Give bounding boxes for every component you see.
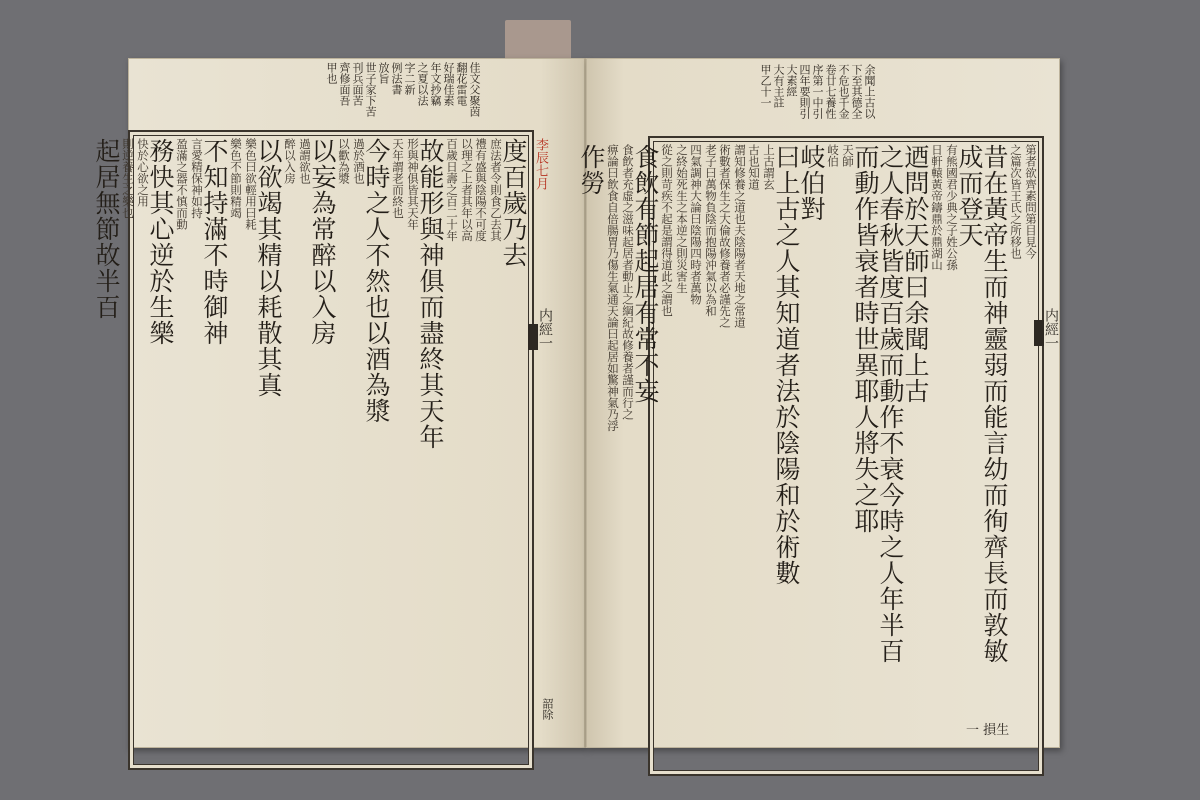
text-column: 成而登天 xyxy=(955,144,984,248)
text-column: 不知持滿不時御神 xyxy=(200,138,229,346)
commentary-column-pair xyxy=(443,138,472,762)
marginal-note: 佳文父聚茵 xyxy=(468,62,481,117)
marginal-note: 年文抄竊 xyxy=(429,62,442,106)
commentary-line: 百歲日壽之百二十年 xyxy=(445,138,459,242)
right-folio-bottom: 一 損生 xyxy=(966,723,1010,738)
commentary-line: 以歡為漿 xyxy=(337,138,351,184)
commentary-line: 以理之上者其年以高 xyxy=(460,138,474,242)
text-column: 起居無節故半百 xyxy=(92,138,121,320)
commentary-column-pair xyxy=(227,138,256,762)
left-page xyxy=(92,58,586,748)
marginal-note: 刊兵面苦 xyxy=(351,62,364,106)
text-column: 昔在黃帝生而神靈弱而能言幼而徇齊長而敦敏 xyxy=(980,144,1009,664)
text-column: 作勞 xyxy=(577,144,606,196)
right-page xyxy=(577,58,1060,748)
commentary-line: 庶法者令則食乙去其 xyxy=(489,138,503,242)
commentary-line: 食飲者充虛之滋味起居者動止之綱紀故修養者謹而行之 xyxy=(621,144,635,420)
commentary-column-pair xyxy=(928,144,957,768)
commentary-column-pair xyxy=(389,138,418,762)
commentary-line: 有熊國君少典之子姓公孫 xyxy=(945,144,959,271)
marginal-note: 好瑞佳素 xyxy=(442,62,455,106)
commentary-line: 日軒轅黃帝鑄鼎於鼎湖山 xyxy=(930,144,944,271)
commentary-column-pair xyxy=(687,144,716,768)
commentary-line: 天師 xyxy=(841,144,855,167)
commentary-column-pair xyxy=(745,144,774,768)
commentary-line: 禮有盛與陰陽不可度 xyxy=(474,138,488,242)
text-column: 以妄為常醉以入房 xyxy=(308,138,337,346)
commentary-line: 言愛精保神如持 xyxy=(190,138,204,219)
text-column: 曰上古之人其知道者法於陰陽和於術數 xyxy=(772,144,801,586)
commentary-line: 醉以入房 xyxy=(283,138,297,184)
commentary-line: 痹論曰飲食自倍腸胃乃傷生氣通天論曰起居如驚神氣乃浮 xyxy=(606,144,620,432)
marginal-note: 之夏以法 xyxy=(416,62,429,106)
commentary-line: 四氣調神大論曰陰陽四時者萬物 xyxy=(689,144,703,305)
commentary-column-pair xyxy=(281,138,310,762)
text-column: 岐伯對 xyxy=(797,144,826,222)
marginal-note: 翻花雷電 xyxy=(455,62,468,106)
marginal-note: 例法書 xyxy=(390,62,403,95)
commentary-line: 形與神俱皆其天年 xyxy=(406,138,420,230)
commentary-line: 則逆養生之樂也 xyxy=(121,138,135,219)
commentary-column-pair xyxy=(472,138,501,762)
commentary-column-pair xyxy=(1007,144,1036,768)
commentary-line: 古也知道 xyxy=(747,144,761,190)
right-folio-title: 内經一 xyxy=(1043,308,1059,350)
text-column: 務快其心逆於生樂 xyxy=(146,138,175,346)
commentary-line: 第者欲齊素問第目見今 xyxy=(1024,144,1038,259)
commentary-line: 老子曰萬物負陰而抱陽沖氣以為和 xyxy=(704,144,718,317)
commentary-line: 快於心欲之用 xyxy=(136,138,150,207)
left-folio-title: 内經一 xyxy=(537,308,553,350)
text-column: 以欲竭其精以耗散其真 xyxy=(254,138,283,398)
marginal-note: 大有主註 xyxy=(772,64,785,108)
commentary-line: 上古謂玄 xyxy=(762,144,776,190)
commentary-line: 過於酒也 xyxy=(352,138,366,184)
marginal-note: 放旨 xyxy=(377,62,390,84)
commentary-column-pair xyxy=(824,144,853,768)
left-marginal-notes xyxy=(326,62,480,117)
commentary-line: 盈滿之器不慎而動 xyxy=(175,138,189,230)
marginal-note: 大素經 xyxy=(785,64,798,97)
text-column: 今時之人不然也以酒為漿 xyxy=(362,138,391,424)
left-text-columns xyxy=(92,138,528,762)
marginal-note: 四年要則引 xyxy=(798,64,811,119)
commentary-line: 從之則苛疾不起是謂得道此之謂也 xyxy=(660,144,674,317)
text-column: 食飲有節起居有常不妄 xyxy=(631,144,660,404)
left-text-frame xyxy=(92,130,534,770)
text-column: 故能形與神俱而盡終其天年 xyxy=(416,138,445,450)
commentary-column-pair xyxy=(716,144,745,768)
commentary-line: 謂知修養之道也夫陰陽者天地之常道 xyxy=(733,144,747,328)
text-column: 之人春秋皆度百歲而動作不衰今時之人年半百 xyxy=(876,144,905,664)
commentary-line: 之篇次皆王氏之所移也 xyxy=(1009,144,1023,259)
commentary-column-pair xyxy=(119,138,148,762)
red-annotation: 李辰七月 xyxy=(533,138,548,190)
marginal-note: 世子家下苦 xyxy=(364,62,377,117)
marginal-note: 齊修面吾 xyxy=(338,62,351,106)
commentary-column-pair xyxy=(173,138,202,762)
marginal-note: 序第一中引 xyxy=(811,64,824,119)
left-folio-bottom: 韶除 xyxy=(541,698,554,720)
commentary-column-pair xyxy=(658,144,687,768)
commentary-line: 岐伯 xyxy=(826,144,840,167)
right-text-columns xyxy=(577,144,1038,768)
commentary-line: 過謂欲也 xyxy=(298,138,312,184)
marginal-note: 甲乙十一 xyxy=(759,64,772,108)
commentary-column-pair xyxy=(335,138,364,762)
right-marginal-notes xyxy=(760,64,875,119)
commentary-column-pair xyxy=(604,144,633,768)
commentary-line: 樂色不節則精竭 xyxy=(229,138,243,219)
marginal-note: 余聞上古以 xyxy=(863,64,876,119)
marginal-note: 不危也千金 xyxy=(837,64,850,119)
commentary-line: 之終始死生之本逆之則災害生 xyxy=(675,144,689,294)
marginal-note: 甲也 xyxy=(325,62,338,84)
commentary-line: 樂色曰欲輕用曰耗 xyxy=(244,138,258,230)
commentary-line: 天年謂老而終也 xyxy=(391,138,405,219)
text-column: 迺問於天師曰余聞上古 xyxy=(901,144,930,404)
marginal-note: 下至其德全 xyxy=(850,64,863,119)
text-column: 而動作皆衰者時世異耶人將失之耶 xyxy=(851,144,880,534)
marginal-note: 字二新 xyxy=(403,62,416,95)
marginal-note: 卷廿七養性 xyxy=(824,64,837,119)
right-text-frame xyxy=(577,136,1044,776)
commentary-line: 術數者保生之大倫故修養者必謹先之 xyxy=(718,144,732,328)
text-column: 度百歲乃去 xyxy=(499,138,528,268)
